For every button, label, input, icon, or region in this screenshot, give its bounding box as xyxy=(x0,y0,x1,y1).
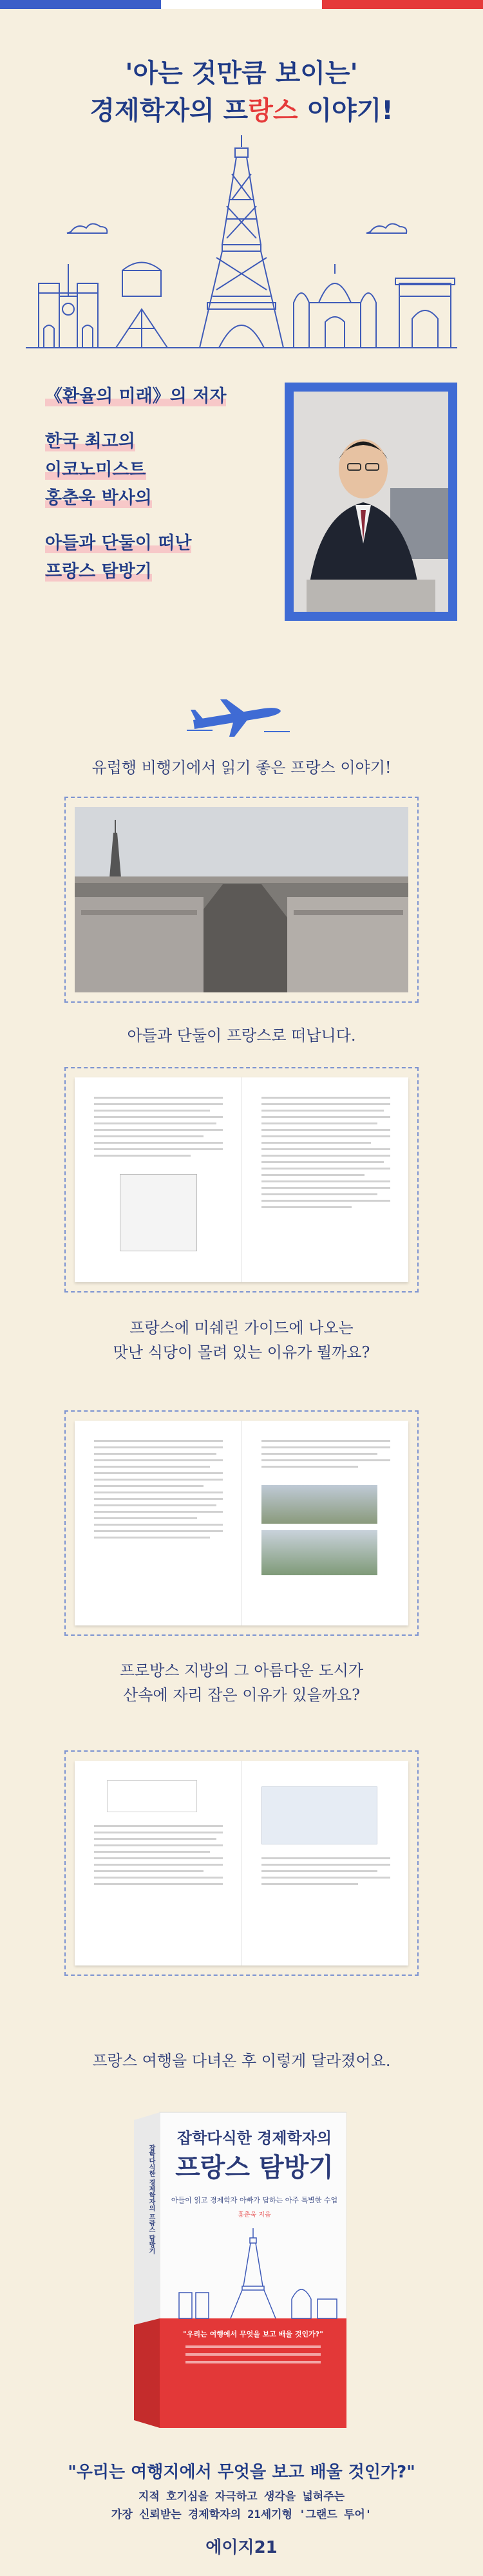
author-intro-section xyxy=(45,383,438,640)
flag-blue-stripe xyxy=(0,0,161,9)
author-portrait xyxy=(294,392,448,612)
book-spread-3 xyxy=(75,1761,408,1965)
book-spread-2-frame xyxy=(64,1410,419,1636)
caption-after-trip: 프랑스 여행을 다녀온 후 이렇게 달라졌어요. xyxy=(92,2052,391,2070)
intro-line4: 홍춘욱 박사의 xyxy=(45,488,152,508)
airplane-icon xyxy=(187,689,290,741)
book-cover xyxy=(134,2106,346,2428)
caption-travel-with-son: 아들과 단둘이 프랑스로 떠납니다. xyxy=(127,1027,356,1045)
caption-michelin-line2: 맛난 식당이 몰려 있는 이유가 뭘까요? xyxy=(113,1343,370,1361)
author-portrait-frame xyxy=(285,383,457,621)
paris-skyline-illustration xyxy=(26,135,457,354)
author-intro-text xyxy=(45,383,258,586)
intro-line1: 《환율의 미래》의 저자 xyxy=(45,386,227,406)
caption-in-flight-reading: 유럽행 비행기에서 읽기 좋은 프랑스 이야기! xyxy=(91,759,392,777)
book-spread-3-frame xyxy=(64,1750,419,1976)
intro-line2: 한국 최고의 xyxy=(45,431,135,451)
book-author: 홍춘욱 지음 xyxy=(238,2211,271,2219)
eiffel-tower-icon xyxy=(200,135,283,348)
notre-dame-icon xyxy=(39,264,98,348)
caption-provence-line1: 프로방스 지방의 그 아름다운 도시가 xyxy=(119,1662,364,1680)
hero-title-line1: '아는 것만큼 보이는' xyxy=(125,59,358,88)
footer-subtitle-line1: 지적 호기심을 자극하고 생각을 넓혀주는 xyxy=(138,2490,345,2503)
caption-provence-line2: 산속에 자리 잡은 이유가 있을까요? xyxy=(123,1686,360,1704)
book-title-line1: 잡학다식한 경제학자의 xyxy=(176,2129,332,2147)
hero-title-line2-red: 랑스 xyxy=(248,96,298,126)
book-spine-text: 잡학다식한 경제학자의 프랑스 탐방기 xyxy=(147,2145,155,2255)
book-spread-1-frame xyxy=(64,1067,419,1293)
hero-title-line2-a: 경제학자의 프 xyxy=(90,96,249,126)
footer-subtitle-line2: 가장 신뢰받는 경제학자의 21세기형 '그랜드 투어' xyxy=(111,2508,372,2521)
sacre-coeur-icon xyxy=(294,264,376,348)
intro-line5: 아들과 단둘이 떠난 xyxy=(45,533,192,553)
flag-red-stripe xyxy=(322,0,483,9)
paris-street-photo xyxy=(75,807,408,992)
book-tagline: 아들이 읽고 경제학자 아빠가 답하는 아주 특별한 수업 xyxy=(171,2196,338,2204)
paris-photo-frame xyxy=(64,797,419,1003)
louvre-pyramid-icon xyxy=(116,263,167,348)
hero-title-line2 xyxy=(0,90,483,127)
publisher-logo: 에이지21 xyxy=(205,2538,278,2557)
book-band-text: "우리는 여행에서 무엇을 보고 배울 것인가?" xyxy=(183,2330,323,2338)
intro-line3: 이코노미스트 xyxy=(45,460,146,480)
french-flag-band xyxy=(0,0,483,9)
book-title-line2: 프랑스 탐방기 xyxy=(175,2153,334,2183)
hero-title-line2-b: 이야기! xyxy=(298,96,393,126)
footer-quote: "우리는 여행지에서 무엇을 보고 배울 것인가?" xyxy=(68,2463,415,2482)
cloud-icon xyxy=(67,223,107,233)
cloud-icon xyxy=(366,223,406,233)
book-spread-2 xyxy=(75,1421,408,1625)
arc-de-triomphe-icon xyxy=(395,278,455,348)
intro-line6: 프랑스 탐방기 xyxy=(45,562,152,582)
caption-michelin-line1: 프랑스에 미쉐린 가이드에 나오는 xyxy=(129,1319,354,1337)
flag-white-stripe xyxy=(161,0,322,9)
book-spread-1 xyxy=(75,1077,408,1282)
